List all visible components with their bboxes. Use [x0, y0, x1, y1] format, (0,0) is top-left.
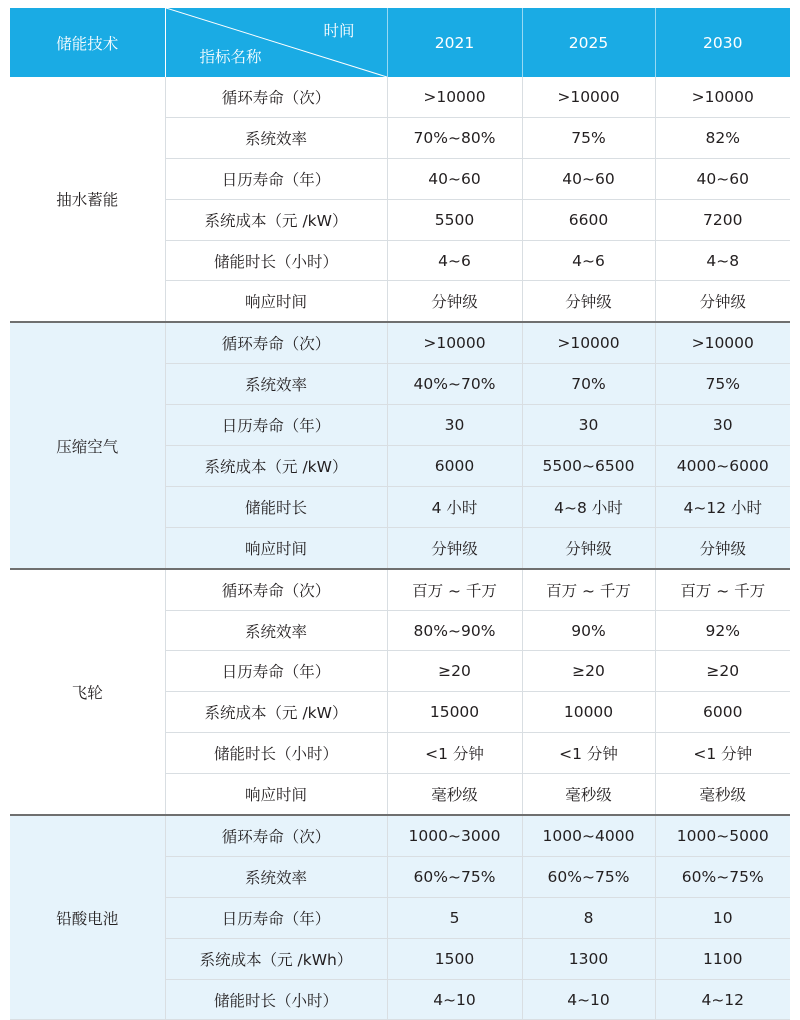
metric-name: 系统效率 [165, 364, 387, 405]
value-cell: 4~8 小时 [522, 486, 655, 527]
value-cell: 百万 ~ 千万 [655, 569, 790, 610]
tech-name: 飞轮 [10, 569, 165, 815]
value-cell: 分钟级 [655, 527, 790, 568]
metric-name: 循环寿命（次） [165, 815, 387, 856]
value-cell: 90% [522, 610, 655, 651]
value-cell: 1000~5000 [655, 815, 790, 856]
value-cell: >10000 [387, 77, 522, 117]
metric-name: 系统效率 [165, 117, 387, 158]
value-cell: 70%~80% [387, 117, 522, 158]
value-cell: 1000~3000 [387, 815, 522, 856]
metric-name: 储能时长 [165, 486, 387, 527]
value-cell: 分钟级 [387, 527, 522, 568]
header-tech: 储能技术 [10, 8, 165, 77]
header-year-2025: 2025 [522, 8, 655, 77]
value-cell: 6000 [387, 446, 522, 487]
value-cell: 分钟级 [655, 281, 790, 322]
metric-name: 循环寿命（次） [165, 322, 387, 363]
table-row [10, 569, 790, 610]
value-cell: 4~6 [522, 240, 655, 281]
tech-name: 抽水蓄能 [10, 77, 165, 322]
table-row [10, 77, 790, 117]
value-cell: 30 [655, 405, 790, 446]
tech-name: 压缩空气 [10, 322, 165, 568]
value-cell: 60%~75% [387, 856, 522, 897]
metric-name: 系统成本（元 /kW） [165, 446, 387, 487]
value-cell: 82% [655, 117, 790, 158]
header-year-2021: 2021 [387, 8, 522, 77]
value-cell: ≥20 [522, 651, 655, 692]
header-diagonal-cell [165, 8, 387, 77]
metric-name: 循环寿命（次） [165, 569, 387, 610]
value-cell: 80%~90% [387, 610, 522, 651]
value-cell: >10000 [387, 322, 522, 363]
metric-name: 响应时间 [165, 774, 387, 815]
value-cell: 毫秒级 [522, 774, 655, 815]
value-cell: 分钟级 [387, 281, 522, 322]
value-cell: 6600 [522, 199, 655, 240]
value-cell: 分钟级 [522, 281, 655, 322]
value-cell: <1 分钟 [522, 733, 655, 774]
value-cell: 4~10 [387, 979, 522, 1020]
metric-name: 系统效率 [165, 610, 387, 651]
header-metric: 指标名称 [199, 48, 262, 66]
value-cell: 60%~75% [655, 856, 790, 897]
value-cell: 毫秒级 [655, 774, 790, 815]
value-cell: 1100 [655, 938, 790, 979]
value-cell: 4~10 [522, 979, 655, 1020]
value-cell: 1500 [387, 938, 522, 979]
value-cell: 60%~75% [522, 856, 655, 897]
metric-name: 储能时长（小时） [165, 733, 387, 774]
value-cell: 40%~70% [387, 364, 522, 405]
storage-tech-table [10, 8, 790, 1020]
value-cell: >10000 [522, 77, 655, 117]
value-cell: 92% [655, 610, 790, 651]
value-cell: 1000~4000 [522, 815, 655, 856]
tech-name: 铅酸电池 [10, 815, 165, 1020]
group-1 [10, 322, 790, 568]
value-cell: <1 分钟 [655, 733, 790, 774]
group-2 [10, 569, 790, 815]
value-cell: 4~12 [655, 979, 790, 1020]
header-time: 时间 [323, 22, 355, 40]
value-cell: 40~60 [387, 158, 522, 199]
value-cell: 4 小时 [387, 486, 522, 527]
value-cell: 40~60 [522, 158, 655, 199]
value-cell: 4~12 小时 [655, 486, 790, 527]
value-cell: 百万 ~ 千万 [522, 569, 655, 610]
value-cell: 5500~6500 [522, 446, 655, 487]
value-cell: 75% [655, 364, 790, 405]
value-cell: 毫秒级 [387, 774, 522, 815]
header-row [10, 8, 790, 77]
value-cell: 分钟级 [522, 527, 655, 568]
value-cell: >10000 [655, 322, 790, 363]
value-cell: 4000~6000 [655, 446, 790, 487]
value-cell: 5500 [387, 199, 522, 240]
metric-name: 日历寿命（年） [165, 897, 387, 938]
metric-name: 储能时长（小时） [165, 240, 387, 281]
value-cell: 5 [387, 897, 522, 938]
metric-name: 系统成本（元 /kWh） [165, 938, 387, 979]
value-cell: 1300 [522, 938, 655, 979]
value-cell: ≥20 [655, 651, 790, 692]
metric-name: 储能时长（小时） [165, 979, 387, 1020]
table-row [10, 322, 790, 363]
metric-name: 日历寿命（年） [165, 405, 387, 446]
value-cell: 75% [522, 117, 655, 158]
value-cell: 6000 [655, 692, 790, 733]
group-0 [10, 77, 790, 322]
value-cell: 7200 [655, 199, 790, 240]
value-cell: 8 [522, 897, 655, 938]
metric-name: 日历寿命（年） [165, 158, 387, 199]
value-cell: >10000 [655, 77, 790, 117]
metric-name: 循环寿命（次） [165, 77, 387, 117]
metric-name: 系统效率 [165, 856, 387, 897]
value-cell: 70% [522, 364, 655, 405]
value-cell: 15000 [387, 692, 522, 733]
metric-name: 响应时间 [165, 527, 387, 568]
metric-name: 系统成本（元 /kW） [165, 199, 387, 240]
value-cell: 40~60 [655, 158, 790, 199]
value-cell: ≥20 [387, 651, 522, 692]
table-header [10, 8, 790, 77]
value-cell: 30 [522, 405, 655, 446]
metric-name: 响应时间 [165, 281, 387, 322]
value-cell: 10 [655, 897, 790, 938]
metric-name: 系统成本（元 /kW） [165, 692, 387, 733]
value-cell: 10000 [522, 692, 655, 733]
group-3 [10, 815, 790, 1020]
metric-name: 日历寿命（年） [165, 651, 387, 692]
value-cell: 4~8 [655, 240, 790, 281]
value-cell: <1 分钟 [387, 733, 522, 774]
table-row [10, 815, 790, 856]
value-cell: 30 [387, 405, 522, 446]
value-cell: >10000 [522, 322, 655, 363]
header-year-2030: 2030 [655, 8, 790, 77]
value-cell: 4~6 [387, 240, 522, 281]
value-cell: 百万 ~ 千万 [387, 569, 522, 610]
